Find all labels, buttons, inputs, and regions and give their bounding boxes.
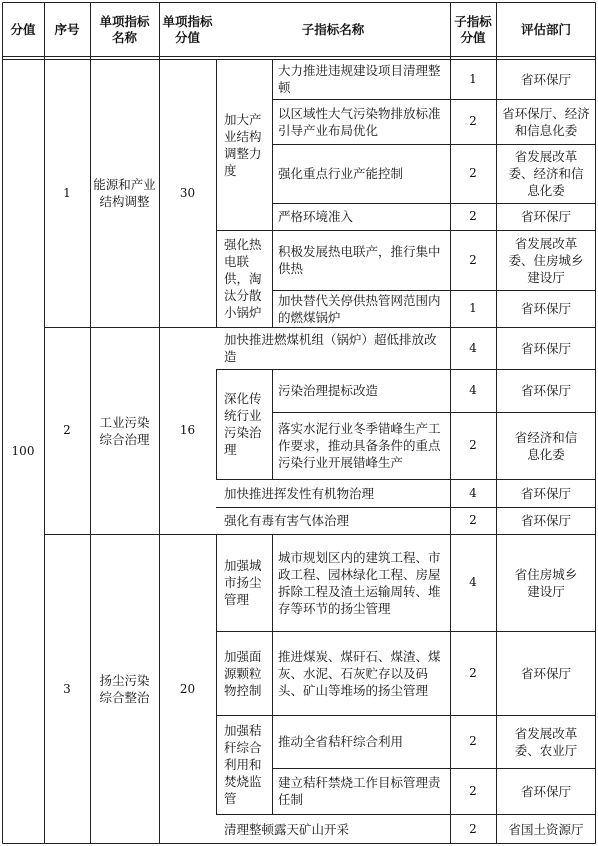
sub-indicator-score: 2 [469, 734, 477, 748]
sub-indicator-dept: 省环保厅 [520, 783, 571, 799]
sub-indicator-score: 4 [469, 383, 477, 397]
sub-indicator-score: 2 [469, 252, 477, 267]
group-seq: 1 [63, 185, 71, 200]
sub-indicator-name: 积极发展热电联产，推行集中供热 [278, 244, 441, 276]
group-name: 能源和产业结构调整 [93, 177, 156, 209]
header-item-name: 单项指标名称 [99, 13, 150, 45]
sub-indicator-dept: 省发展改革委、住房城乡建设厅 [508, 235, 584, 285]
sub-indicator-score: 2 [469, 821, 477, 836]
subgroup-label: 加强秸秆综合利用和焚烧监管 [224, 723, 262, 806]
header-item-score: 单项指标分值 [162, 13, 213, 45]
group-name: 扬尘污染综合整治 [99, 673, 150, 705]
sub-indicator-name: 强化有毒有害气体治理 [224, 513, 350, 528]
sub-indicator-name: 大力推进违规建设项目清理整顿 [278, 63, 441, 95]
sub-indicator-name: 强化重点行业产能控制 [278, 166, 404, 181]
subgroup-label: 强化热电联供，淘汰分散小锅炉 [224, 237, 262, 320]
subgroup-label: 加强面源颗粒物控制 [224, 648, 262, 698]
sub-indicator-dept: 省住房城乡建设厅 [514, 566, 578, 599]
sub-indicator-dept: 省环保厅 [520, 71, 571, 87]
sub-indicator-score: 4 [469, 575, 477, 589]
sub-indicator-dept: 省环保厅 [520, 340, 571, 356]
sub-indicator-score: 2 [469, 209, 477, 223]
assessment-table [2, 2, 596, 844]
header-seq: 序号 [54, 21, 80, 37]
sub-indicator-score: 1 [469, 301, 477, 315]
sub-indicator-name: 城市规划区内的建筑工程、市政工程、园林绿化工程、房屋拆除工程及渣土运输周转、堆存等环节的扬尘管理 [278, 549, 441, 616]
sub-indicator-dept: 省环保厅、经济和信息化委 [502, 105, 590, 138]
sub-indicator-score: 4 [469, 340, 477, 355]
subgroup-label: 深化传统行业污染治理 [224, 391, 262, 457]
sub-indicator-dept: 省环保厅 [520, 485, 571, 501]
sub-indicator-name: 严格环境准入 [278, 209, 354, 224]
sub-indicator-name: 加快推进挥发性有机物治理 [224, 485, 375, 501]
sub-indicator-score: 2 [469, 665, 477, 680]
sub-indicator-score: 2 [469, 783, 477, 798]
sub-indicator-name: 以区域性大气污染物排放标准引导产业布局优化 [278, 105, 441, 138]
sub-indicator-dept: 省国土资源厅 [508, 821, 584, 837]
sub-indicator-score: 2 [469, 438, 477, 452]
header-dept: 评估部门 [520, 21, 571, 37]
sub-indicator-name: 建立秸秆禁烧工作目标管理责任制 [278, 775, 441, 807]
total-score: 100 [11, 444, 35, 458]
group-seq: 3 [63, 681, 71, 696]
header-sub-name: 子指标名称 [301, 21, 365, 37]
sub-indicator-score: 1 [469, 71, 477, 86]
sub-indicator-name: 加快替代关停供热管网范围内的燃煤锅炉 [278, 292, 441, 325]
sub-indicator-dept: 省发展改革委、经济和信息化委 [508, 149, 584, 198]
group-score: 30 [179, 185, 196, 200]
sub-indicator-dept: 省经济和信息化委 [514, 429, 578, 462]
sub-indicator-dept: 省环保厅 [520, 301, 571, 316]
sub-indicator-name: 推动全省秸秆综合利用 [278, 734, 404, 749]
header-sub-score: 子指标分值 [454, 13, 492, 45]
sub-indicator-score: 2 [469, 166, 477, 180]
sub-indicator-score: 4 [469, 485, 477, 500]
sub-indicator-score: 2 [469, 114, 477, 128]
sub-indicator-dept: 省环保厅 [520, 209, 571, 224]
sub-indicator-dept: 省环保厅 [520, 513, 571, 528]
sub-indicator-name: 推进煤炭、煤矸石、煤渣、煤灰、水泥、石灰贮存以及码头、矿山等堆场的扬尘管理 [278, 648, 441, 698]
group-name: 工业污染综合治理 [99, 414, 150, 447]
sub-indicator-name: 落实水泥行业冬季错峰生产工作要求，推动具备条件的重点污染行业开展错峰生产 [278, 421, 441, 470]
subgroup-label: 加强城市扬尘管理 [224, 558, 262, 607]
subgroup-label: 加大产业结构调整力度 [224, 111, 262, 178]
sub-indicator-name: 清理整顿露天矿山开采 [224, 821, 350, 837]
group-seq: 2 [63, 423, 71, 437]
group-score: 20 [179, 681, 196, 696]
header-total-score: 分值 [10, 21, 36, 37]
sub-indicator-name: 加快推进燃煤机组（锅炉）超低排放改造 [224, 332, 437, 364]
sub-indicator-name: 污染治理提标改造 [278, 383, 379, 398]
group-score: 16 [179, 423, 196, 437]
sub-indicator-dept: 省发展改革委、农业厅 [514, 725, 578, 758]
sub-indicator-score: 2 [469, 513, 477, 527]
sub-indicator-dept: 省环保厅 [520, 665, 571, 681]
sub-indicator-dept: 省环保厅 [520, 383, 571, 398]
